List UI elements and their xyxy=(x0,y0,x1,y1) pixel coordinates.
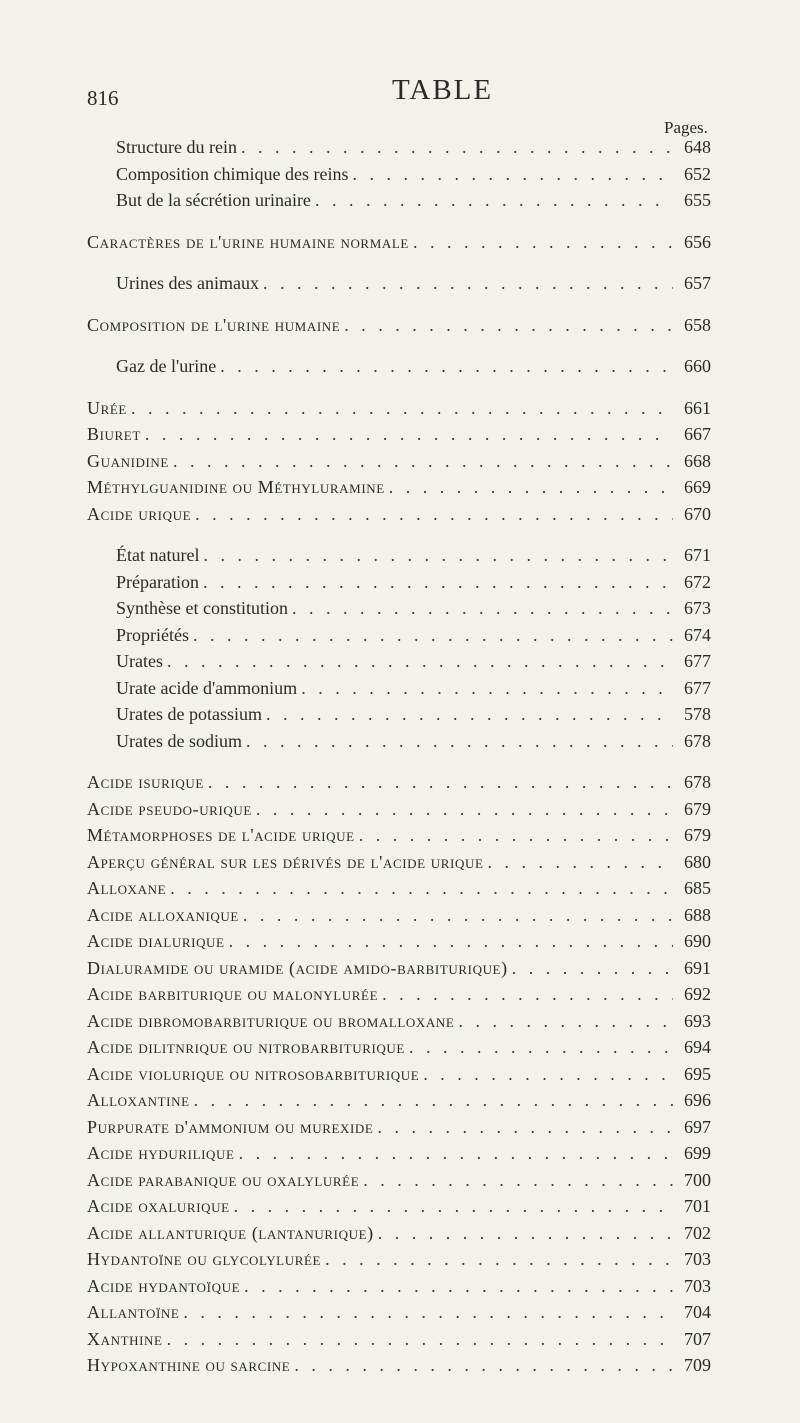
toc-entry xyxy=(87,678,711,705)
toc-entry-page: 699 xyxy=(684,1143,711,1163)
page-title: TABLE xyxy=(392,74,494,106)
toc-entry xyxy=(87,545,711,572)
toc-entry-label: Urates xyxy=(116,651,163,671)
toc-entry-page: 678 xyxy=(684,772,711,792)
toc-entry-label: Acide dibromobarbiturique ou bromalloxane xyxy=(87,1010,455,1031)
toc-entry xyxy=(87,1090,711,1117)
toc-entry-label: Acide hydantoïque xyxy=(87,1275,241,1296)
dot-leader xyxy=(378,1223,673,1244)
toc-entry-page: 692 xyxy=(684,984,711,1004)
dot-leader xyxy=(167,1329,673,1350)
dot-leader xyxy=(292,598,673,619)
dot-leader xyxy=(239,1143,673,1164)
dot-leader xyxy=(301,678,673,699)
dot-leader xyxy=(359,825,673,846)
toc-entry xyxy=(87,315,711,342)
toc-entry-label: Métamorphoses de l'acide urique xyxy=(87,825,355,845)
toc-entry xyxy=(87,625,711,652)
dot-leader xyxy=(409,1037,673,1058)
toc-entry xyxy=(87,852,711,879)
toc-entry xyxy=(87,1064,711,1091)
toc-entry-label: Acide violurique ou nitrosobarbiturique xyxy=(87,1063,420,1084)
dot-leader xyxy=(170,878,673,899)
toc-entry-label: Composition chimique des reins xyxy=(116,163,349,184)
toc-entry xyxy=(87,1355,711,1382)
dot-leader xyxy=(246,731,673,752)
toc-entry-label: Composition de l'urine humaine xyxy=(87,314,341,335)
dot-leader xyxy=(458,1011,673,1032)
page-header xyxy=(0,74,800,114)
toc-entry-page: 648 xyxy=(684,137,711,157)
toc-entry-label: Caractères de l'urine humaine normale xyxy=(87,231,409,252)
toc-entry-label: Synthèse et constitution xyxy=(116,598,288,618)
dot-leader xyxy=(167,651,673,672)
toc-entry-label: Alloxantine xyxy=(87,1090,190,1110)
toc-entry-label: Biuret xyxy=(87,424,141,444)
dot-leader xyxy=(263,273,673,294)
toc-entry-page: 652 xyxy=(684,163,711,184)
toc-entry-label: Allantoïne xyxy=(87,1302,180,1322)
toc-entry xyxy=(87,772,711,799)
toc-entry xyxy=(87,1170,711,1197)
toc-entry-label: Guanidine xyxy=(87,450,169,471)
dot-leader xyxy=(352,164,673,185)
toc-entry-page: 669 xyxy=(684,477,711,497)
toc-entry-label: Acide dialurique xyxy=(87,931,225,951)
toc-entry-page: 695 xyxy=(684,1063,711,1084)
toc-entry-label: Méthylguanidine ou Méthyluramine xyxy=(87,477,385,497)
dot-leader xyxy=(389,477,673,498)
toc-entry xyxy=(87,232,711,259)
toc-entry-label: Acide parabanique ou oxalylurée xyxy=(87,1169,360,1190)
toc-entry-page: 677 xyxy=(684,651,711,671)
dot-leader xyxy=(234,1196,673,1217)
toc-entry-page: 671 xyxy=(684,545,711,565)
toc-entry-page: 678 xyxy=(684,730,711,751)
dot-leader xyxy=(256,799,673,820)
toc-entry xyxy=(87,164,711,191)
toc-entry-label: Dialuramide ou uramide (acide amido-barbiturique) xyxy=(87,957,508,978)
toc-entry xyxy=(87,451,711,478)
toc-entry xyxy=(87,1249,711,1276)
dot-leader xyxy=(220,356,673,377)
toc-entry-page: 661 xyxy=(684,397,711,418)
toc-entry-label: Xanthine xyxy=(87,1328,163,1349)
toc-entry-label: Gaz de l'urine xyxy=(116,356,217,376)
dot-leader xyxy=(363,1170,673,1191)
toc-entry-page: 700 xyxy=(684,1169,711,1190)
dot-leader xyxy=(315,190,673,211)
toc-entry-label: Hydantoïne ou glycolylurée xyxy=(87,1249,322,1269)
pages-column-label: Pages. xyxy=(664,118,708,137)
toc-entry xyxy=(87,905,711,932)
table-of-contents xyxy=(87,137,711,1382)
toc-entry xyxy=(87,731,711,758)
toc-entry-label: Urates de potassium xyxy=(116,704,262,724)
toc-entry-page: 680 xyxy=(684,851,711,872)
toc-entry-label: Acide hydurilique xyxy=(87,1143,235,1163)
toc-entry xyxy=(87,931,711,958)
toc-entry xyxy=(87,477,711,504)
dot-leader xyxy=(344,315,673,336)
toc-entry-label: Acide dilitnrique ou nitrobarbiturique xyxy=(87,1037,405,1057)
toc-entry-page: 691 xyxy=(684,957,711,978)
dot-leader xyxy=(173,451,673,472)
toc-entry-label: Acide pseudo-urique xyxy=(87,798,252,819)
dot-leader xyxy=(195,504,673,525)
toc-entry-label: Alloxane xyxy=(87,878,167,898)
toc-entry-page: 679 xyxy=(684,798,711,819)
toc-entry-label: Acide isurique xyxy=(87,772,204,792)
toc-entry xyxy=(87,984,711,1011)
toc-entry-page: 677 xyxy=(684,677,711,698)
toc-entry xyxy=(87,1196,711,1223)
dot-leader xyxy=(229,931,673,952)
toc-entry xyxy=(87,137,711,164)
toc-entry xyxy=(87,273,711,300)
dot-leader xyxy=(266,704,673,725)
toc-entry-page: 694 xyxy=(684,1037,711,1057)
toc-entry xyxy=(87,572,711,599)
toc-entry xyxy=(87,1276,711,1303)
toc-entry-label: Urates de sodium xyxy=(116,730,242,751)
toc-entry-page: 578 xyxy=(684,704,711,724)
toc-entry xyxy=(87,1117,711,1144)
toc-entry-page: 697 xyxy=(684,1116,711,1137)
toc-entry-page: 672 xyxy=(684,571,711,592)
toc-entry xyxy=(87,1143,711,1170)
toc-entry xyxy=(87,598,711,625)
dot-leader xyxy=(243,905,673,926)
toc-entry-page: 673 xyxy=(684,598,711,618)
toc-entry-page: 674 xyxy=(684,624,711,645)
dot-leader xyxy=(193,625,673,646)
dot-leader xyxy=(377,1117,673,1138)
toc-entry xyxy=(87,398,711,425)
dot-leader xyxy=(487,852,673,873)
toc-entry-page: 690 xyxy=(684,931,711,951)
dot-leader xyxy=(325,1249,673,1270)
toc-entry-page: 707 xyxy=(684,1328,711,1349)
toc-entry-page: 703 xyxy=(684,1249,711,1269)
toc-entry-label: Structure du rein xyxy=(116,137,237,157)
toc-entry-label: Hypoxanthine ou sarcine xyxy=(87,1355,291,1375)
toc-entry xyxy=(87,1302,711,1329)
dot-leader xyxy=(512,958,673,979)
toc-entry xyxy=(87,504,711,531)
toc-entry-label: État naturel xyxy=(116,545,200,565)
toc-entry xyxy=(87,424,711,451)
toc-entry-page: 704 xyxy=(684,1302,711,1322)
toc-entry-page: 688 xyxy=(684,904,711,925)
toc-entry-page: 703 xyxy=(684,1275,711,1296)
toc-entry-label: But de la sécrétion urinaire xyxy=(116,190,311,210)
toc-entry xyxy=(87,356,711,383)
toc-entry xyxy=(87,799,711,826)
toc-entry-page: 679 xyxy=(684,825,711,845)
toc-entry-page: 701 xyxy=(684,1196,711,1216)
toc-entry-label: Urines des animaux xyxy=(116,273,259,293)
toc-entry-label: Urée xyxy=(87,397,127,418)
toc-entry-label: Acide allanturique (lantanurique) xyxy=(87,1222,374,1243)
toc-entry-label: Préparation xyxy=(116,571,199,592)
toc-entry-page: 693 xyxy=(684,1010,711,1031)
dot-leader xyxy=(131,398,673,419)
toc-entry-page: 658 xyxy=(684,314,711,335)
toc-entry-page: 709 xyxy=(684,1355,711,1375)
toc-entry-label: Acide barbiturique ou malonylurée xyxy=(87,984,379,1004)
dot-leader xyxy=(423,1064,673,1085)
toc-entry-label: Acide alloxanique xyxy=(87,904,239,925)
dot-leader xyxy=(413,232,673,253)
toc-entry xyxy=(87,704,711,731)
toc-entry xyxy=(87,1223,711,1250)
toc-entry-label: Urate acide d'ammonium xyxy=(116,677,298,698)
toc-entry-page: 656 xyxy=(684,231,711,252)
dot-leader xyxy=(194,1090,673,1111)
dot-leader xyxy=(208,772,673,793)
toc-entry-page: 696 xyxy=(684,1090,711,1110)
toc-entry xyxy=(87,1037,711,1064)
dot-leader xyxy=(203,545,673,566)
toc-entry-label: Acide oxalurique xyxy=(87,1196,230,1216)
toc-entry xyxy=(87,878,711,905)
toc-entry xyxy=(87,1011,711,1038)
toc-entry-page: 668 xyxy=(684,450,711,471)
toc-entry-page: 667 xyxy=(684,424,711,444)
toc-entry xyxy=(87,190,711,217)
toc-entry-label: Aperçu général sur les dérivés de l'acide urique xyxy=(87,851,484,872)
toc-entry xyxy=(87,651,711,678)
dot-leader xyxy=(183,1302,673,1323)
dot-leader xyxy=(244,1276,673,1297)
toc-entry xyxy=(87,825,711,852)
toc-entry xyxy=(87,958,711,985)
dot-leader xyxy=(203,572,673,593)
toc-entry-label: Propriétés xyxy=(116,624,189,645)
toc-entry-label: Acide urique xyxy=(87,503,192,524)
toc-entry-page: 670 xyxy=(684,503,711,524)
dot-leader xyxy=(294,1355,673,1376)
toc-entry-page: 657 xyxy=(684,273,711,293)
toc-entry-page: 685 xyxy=(684,878,711,898)
toc-entry-page: 655 xyxy=(684,190,711,210)
toc-entry-page: 702 xyxy=(684,1222,711,1243)
dot-leader xyxy=(241,137,673,158)
toc-entry-page: 660 xyxy=(684,356,711,376)
dot-leader xyxy=(382,984,673,1005)
page-number: 816 xyxy=(87,86,119,110)
toc-entry xyxy=(87,1329,711,1356)
toc-entry-label: Purpurate d'ammonium ou murexide xyxy=(87,1116,374,1137)
dot-leader xyxy=(145,424,673,445)
